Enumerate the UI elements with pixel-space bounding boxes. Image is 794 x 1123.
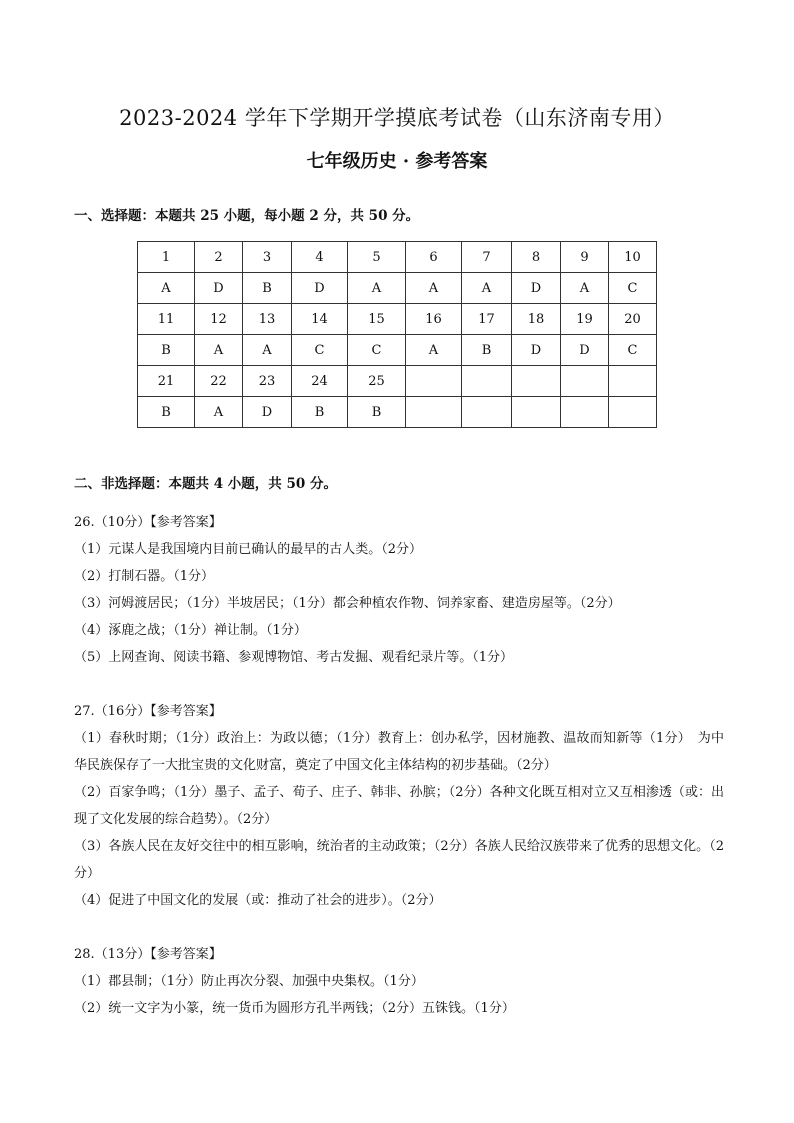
answer-line: （2）统一文字为小篆，统一货币为圆形方孔半两钱；（2分）五铢钱。（1分） xyxy=(74,1001,515,1016)
answer-line: （5）上网查询、阅读书籍、参观博物馆、考古发掘、观看纪录片等。（1分） xyxy=(74,650,514,665)
question-number-cell: 17 xyxy=(462,304,512,335)
question-number-cell: 10 xyxy=(609,242,657,273)
answer-cell: D xyxy=(195,273,243,304)
answer-cell: A xyxy=(462,273,512,304)
answer-cell xyxy=(609,397,657,428)
question-number-cell: 16 xyxy=(406,304,462,335)
answer-cell: A xyxy=(195,335,243,366)
answer-cell: B xyxy=(292,397,348,428)
section-heading-multiple-choice: 一、选择题：本题共 25 小题，每小题 2 分，共 50 分。 xyxy=(74,208,420,224)
question-number-cell: 11 xyxy=(138,304,195,335)
question-heading: 26.（10分）【参考答案】 xyxy=(74,515,222,530)
question-number-cell: 7 xyxy=(462,242,512,273)
question-26-answer xyxy=(74,509,724,671)
question-number-cell: 22 xyxy=(195,366,243,397)
question-number-row xyxy=(138,242,657,273)
question-number-cell: 15 xyxy=(348,304,406,335)
answer-line: （4）涿鹿之战；（1分）禅让制。（1分） xyxy=(74,623,307,638)
question-number-cell xyxy=(609,366,657,397)
answer-line: （4）促进了中国文化的发展（或：推动了社会的进步）。（2分） xyxy=(74,893,442,908)
question-number-cell: 3 xyxy=(243,242,292,273)
question-number-cell: 18 xyxy=(512,304,561,335)
answer-cell: A xyxy=(195,397,243,428)
answer-row xyxy=(138,335,657,366)
answer-cell: D xyxy=(512,273,561,304)
answer-line: （3）河姆渡居民；（1分）半坡居民；（1分）都会种植农作物、饲养家畜、建造房屋等。（2分） xyxy=(74,596,621,611)
answer-cell: D xyxy=(243,397,292,428)
question-number-cell: 19 xyxy=(561,304,609,335)
answer-line: （1）郡县制；（1分）防止再次分裂、加强中央集权。（1分） xyxy=(74,974,424,989)
page-title: 2023-2024 学年下学期开学摸底考试卷（山东济南专用） xyxy=(119,106,675,130)
question-number-cell xyxy=(512,366,561,397)
question-28-answer xyxy=(74,941,724,1022)
answer-cell: A xyxy=(561,273,609,304)
section-heading-non-choice: 二、非选择题：本题共 4 小题，共 50 分。 xyxy=(74,476,337,492)
question-number-cell: 12 xyxy=(195,304,243,335)
question-number-cell xyxy=(406,366,462,397)
question-heading: 27.（16分）【参考答案】 xyxy=(74,704,222,719)
page-subtitle: 七年级历史 · 参考答案 xyxy=(306,151,488,172)
answer-cell: D xyxy=(292,273,348,304)
answer-cell xyxy=(462,397,512,428)
question-heading: 28.（13分）【参考答案】 xyxy=(74,947,222,962)
answer-cell xyxy=(561,397,609,428)
answer-cell xyxy=(512,397,561,428)
answer-cell: C xyxy=(292,335,348,366)
answer-cell: D xyxy=(561,335,609,366)
question-number-cell: 5 xyxy=(348,242,406,273)
question-number-cell: 14 xyxy=(292,304,348,335)
question-number-row xyxy=(138,366,657,397)
answer-cell: B xyxy=(243,273,292,304)
answer-row xyxy=(138,273,657,304)
answer-cell: A xyxy=(406,335,462,366)
question-number-cell: 8 xyxy=(512,242,561,273)
answer-cell: B xyxy=(138,397,195,428)
answer-line: （1）元谋人是我国境内目前已确认的最早的古人类。（2分） xyxy=(74,542,423,557)
question-number-cell xyxy=(462,366,512,397)
question-number-cell: 13 xyxy=(243,304,292,335)
question-number-cell: 24 xyxy=(292,366,348,397)
answer-cell: A xyxy=(406,273,462,304)
answer-line: （2）打制石器。（1分） xyxy=(74,569,215,584)
question-27-answer xyxy=(74,698,724,914)
question-number-cell: 4 xyxy=(292,242,348,273)
answer-cell: C xyxy=(609,273,657,304)
question-number-row xyxy=(138,304,657,335)
answer-cell xyxy=(406,397,462,428)
answer-key-table xyxy=(137,241,657,428)
question-number-cell: 1 xyxy=(138,242,195,273)
answer-cell: B xyxy=(138,335,195,366)
answer-cell: C xyxy=(348,335,406,366)
answer-line: （3）各族人民在友好交往中的相互影响，统治者的主动政策；（2分）各族人民给汉族带来了优秀的思想文化。（2分） xyxy=(74,839,724,881)
answer-cell: A xyxy=(348,273,406,304)
answer-cell: B xyxy=(348,397,406,428)
answer-line: （2）百家争鸣；（1分）墨子、孟子、荀子、庄子、韩非、孙膑；（2分）各种文化既互相对立又互相渗透（或：出现了文化发展的综合趋势）。（2分） xyxy=(74,785,724,827)
answer-line: （1）春秋时期；（1分）政治上：为政以德；（1分）教育上：创办私学，因材施教、温故而知新等（1分） 为中华民族保存了一大批宝贵的文化财富，奠定了中国文化主体结构的初步基础。（2分） xyxy=(74,731,724,773)
answer-cell: B xyxy=(462,335,512,366)
question-number-cell: 20 xyxy=(609,304,657,335)
question-number-cell: 23 xyxy=(243,366,292,397)
question-number-cell: 21 xyxy=(138,366,195,397)
answer-cell: A xyxy=(138,273,195,304)
answer-cell: C xyxy=(609,335,657,366)
answer-row xyxy=(138,397,657,428)
question-number-cell: 25 xyxy=(348,366,406,397)
question-number-cell: 9 xyxy=(561,242,609,273)
question-number-cell: 2 xyxy=(195,242,243,273)
question-number-cell xyxy=(561,366,609,397)
answer-cell: D xyxy=(512,335,561,366)
question-number-cell: 6 xyxy=(406,242,462,273)
answer-cell: A xyxy=(243,335,292,366)
